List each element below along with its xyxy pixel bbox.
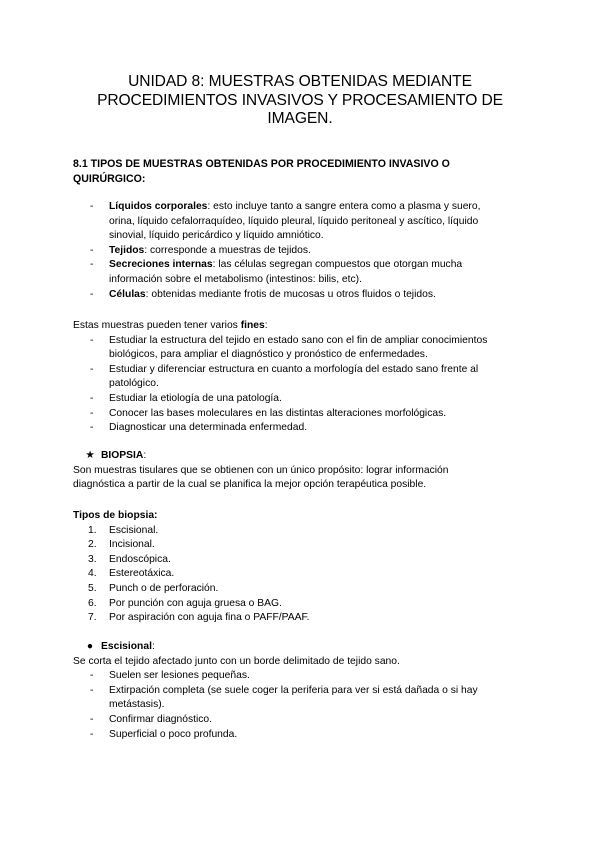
biopsia-section [73, 449, 533, 493]
section-heading-line: 8.1 TIPOS DE MUESTRAS OBTENIDAS POR PROCEDIMIENTO INVASIVO O [73, 158, 450, 170]
item-text: sinovial, líquido pericárdico y líquido amniótico. [109, 230, 324, 242]
list-item [73, 288, 533, 303]
term: Líquidos corporales [109, 201, 208, 212]
list-item [73, 582, 533, 597]
list-item [73, 553, 533, 568]
list-item [73, 363, 533, 392]
dash-marker: - [90, 670, 94, 682]
item-text: Extirpación completa (se suele coger la periferia para ver si está dañada o si hay [109, 684, 478, 696]
item-number: 7. [88, 612, 97, 624]
list-item [73, 392, 533, 407]
item-text: Diagnosticar una determinada enfermedad. [109, 422, 308, 434]
item-text: biológicos, para ampliar el diagnóstico y pronóstico de enfermedades. [109, 349, 428, 361]
item-text: : las células segregan compuestos que otorgan mucha [212, 259, 463, 271]
list-item [73, 258, 533, 287]
intro-bold: fines [240, 320, 265, 331]
list-item [73, 611, 533, 626]
item-number: 1. [88, 524, 97, 536]
dash-marker: - [90, 363, 94, 375]
dash-marker: - [90, 259, 94, 271]
bullet-icon: ● [86, 641, 94, 652]
dash-marker: - [90, 728, 94, 740]
purposes-section [73, 319, 533, 436]
item-text: : obtenidas mediante frotis de mucosas u otros fluidos o tejidos. [145, 288, 436, 300]
term: Células [109, 288, 146, 300]
dash-marker: - [90, 422, 94, 434]
item-text: Incisional. [109, 539, 155, 551]
list-item [73, 200, 533, 244]
list-item [73, 713, 533, 728]
item-text: Suelen ser lesiones pequeñas. [109, 670, 250, 682]
escisional-title: Escisional [101, 641, 152, 652]
item-text: Estereotáxica. [109, 568, 175, 580]
list-item [73, 538, 533, 553]
item-number: 4. [88, 568, 97, 580]
item-text: Estudiar la etiología de una patología. [109, 392, 282, 404]
item-text: Por punción con aguja gruesa o BAG. [109, 597, 282, 609]
title-line: UNIDAD 8: MUESTRAS OBTENIDAS MEDIANTE [128, 73, 472, 90]
item-text: Conocer las bases moleculares en las distintas alteraciones morfológicas. [109, 407, 447, 419]
item-text: Punch o de perforación. [109, 582, 219, 594]
dash-marker: - [90, 201, 94, 212]
item-number: 2. [88, 539, 97, 551]
item-text: orina, líquido cefalorraquídeo, líquido pleural, líquido peritoneal y ascítico, líquido [109, 215, 479, 227]
biopsia-colon: : [143, 450, 147, 461]
list-item [73, 421, 533, 436]
list-item [73, 597, 533, 612]
item-text: Escisional. [109, 524, 159, 536]
dash-marker: - [90, 684, 94, 696]
biopsy-types-heading: Tipos de biopsia: [73, 510, 158, 521]
star-icon: ★ [85, 450, 95, 461]
item-text: Confirmar diagnóstico. [109, 713, 213, 725]
item-text: Por aspiración con aguja fina o PAFF/PAAF. [109, 612, 310, 624]
item-text: Estudiar y diferenciar estructura en cuanto a morfología del estado sano frente al [109, 363, 479, 375]
item-text: patológico. [109, 378, 159, 390]
dash-marker: - [90, 407, 94, 419]
dash-marker: - [90, 244, 94, 256]
biopsy-types-section [73, 509, 533, 626]
intro-colon: : [264, 320, 268, 331]
item-text: Endoscópica. [109, 553, 171, 565]
item-number: 5. [88, 582, 97, 594]
list-item [73, 728, 533, 743]
paragraph-line: diagnóstica a partir de la cual se planifica la mejor opción terapéutica posible. [73, 479, 427, 491]
dash-marker: - [90, 334, 94, 346]
dash-marker: - [90, 288, 94, 300]
escisional-heading [73, 640, 533, 655]
sample-types-list [73, 200, 533, 302]
item-text: : esto incluye tanto a sangre entera como a plasma y suero, [207, 201, 481, 212]
escisional-colon: : [151, 641, 155, 652]
biopsia-heading [73, 449, 533, 464]
document-title [60, 73, 540, 129]
list-item [73, 684, 533, 713]
list-item [73, 669, 533, 684]
list-item [73, 244, 533, 259]
paragraph-line: Son muestras tisulares que se obtienen con un único propósito: lograr información [73, 464, 449, 476]
item-number: 6. [88, 597, 97, 609]
list-item [73, 407, 533, 422]
title-line: PROCEDIMIENTOS INVASIVOS Y PROCESAMIENTO DE [97, 91, 503, 109]
section-heading-line: QUIRÚRGICO: [73, 173, 146, 185]
item-text: : corresponde a muestras de tejidos. [144, 244, 311, 256]
paragraph-line: Se corta el tejido afectado junto con un borde delimitado de tejido sano. [73, 655, 400, 667]
section-heading [73, 157, 503, 187]
escisional-section [73, 640, 533, 742]
term: Secreciones internas [109, 259, 213, 271]
dash-marker: - [90, 392, 94, 404]
item-text: metástasis). [109, 699, 165, 711]
term: Tejidos [109, 244, 145, 256]
list-item [73, 334, 533, 363]
purposes-intro [73, 319, 533, 334]
intro-text: Estas muestras pueden tener varios [73, 320, 241, 331]
item-text: Superficial o poco profunda. [109, 728, 238, 740]
dash-marker: - [90, 713, 94, 725]
item-text: información sobre el metabolismo (intestinos: bilis, etc). [109, 273, 362, 285]
item-number: 3. [88, 553, 97, 565]
list-item [73, 524, 533, 539]
list-item [73, 567, 533, 582]
item-text: Estudiar la estructura del tejido en estado sano con el fin de ampliar conocimientos [109, 334, 488, 346]
biopsia-title: BIOPSIA [101, 450, 144, 461]
title-line: IMAGEN. [267, 110, 333, 127]
